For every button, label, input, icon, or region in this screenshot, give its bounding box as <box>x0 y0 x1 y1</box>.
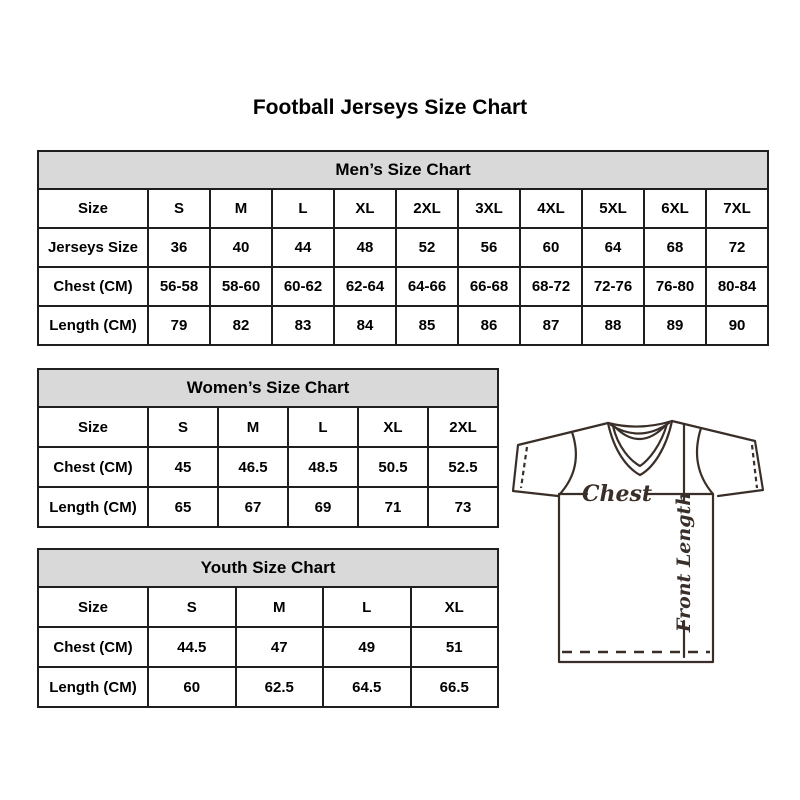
cell: L <box>288 407 358 447</box>
row-label: Length (CM) <box>38 487 148 527</box>
cell: 2XL <box>428 407 498 447</box>
row-label: Size <box>38 189 148 228</box>
cell: 58-60 <box>210 267 272 306</box>
cell: 88 <box>582 306 644 345</box>
cell: 51 <box>411 627 499 667</box>
cell: 50.5 <box>358 447 428 487</box>
cell: 79 <box>148 306 210 345</box>
cell: 84 <box>334 306 396 345</box>
row-label: Size <box>38 407 148 447</box>
cell: 52 <box>396 228 458 267</box>
row-label: Length (CM) <box>38 667 148 707</box>
mens-table-title: Men’s Size Chart <box>38 151 768 189</box>
cell: 86 <box>458 306 520 345</box>
front-length-label: Front Length <box>673 491 695 633</box>
cell: 66.5 <box>411 667 499 707</box>
table-row <box>38 267 768 306</box>
table-row <box>38 306 768 345</box>
cell: 7XL <box>706 189 768 228</box>
cell: 72-76 <box>582 267 644 306</box>
cell: M <box>210 189 272 228</box>
table-header-row <box>38 151 768 189</box>
cell: 44.5 <box>148 627 236 667</box>
cell: XL <box>411 587 499 627</box>
cell: 69 <box>288 487 358 527</box>
cell: 48 <box>334 228 396 267</box>
table-row <box>38 587 498 627</box>
table-row <box>38 447 498 487</box>
mens-size-table <box>37 150 769 346</box>
cell: M <box>218 407 288 447</box>
cell: 80-84 <box>706 267 768 306</box>
cell: 40 <box>210 228 272 267</box>
cell: 68-72 <box>520 267 582 306</box>
cell: 64.5 <box>323 667 411 707</box>
youth-table-title: Youth Size Chart <box>38 549 498 587</box>
table-row <box>38 487 498 527</box>
cell: 83 <box>272 306 334 345</box>
jersey-collar-top-edge <box>608 421 672 427</box>
page-title: Football Jerseys Size Chart <box>252 96 528 119</box>
cell: 68 <box>644 228 706 267</box>
row-label: Length (CM) <box>38 306 148 345</box>
cell: 3XL <box>458 189 520 228</box>
cell: 6XL <box>644 189 706 228</box>
cell: 90 <box>706 306 768 345</box>
cell: 72 <box>706 228 768 267</box>
table-row <box>38 667 498 707</box>
table-header-row <box>38 549 498 587</box>
cell: 48.5 <box>288 447 358 487</box>
cell: 60 <box>148 667 236 707</box>
cell: 56-58 <box>148 267 210 306</box>
cell: XL <box>358 407 428 447</box>
cell: 66-68 <box>458 267 520 306</box>
row-label: Chest (CM) <box>38 627 148 667</box>
cell: 4XL <box>520 189 582 228</box>
cell: S <box>148 189 210 228</box>
cell: 60 <box>520 228 582 267</box>
table-header-row <box>38 369 498 407</box>
cell: S <box>148 407 218 447</box>
cell: 46.5 <box>218 447 288 487</box>
cell: 2XL <box>396 189 458 228</box>
table-row <box>38 228 768 267</box>
cell: L <box>323 587 411 627</box>
cell: 44 <box>272 228 334 267</box>
cell: XL <box>334 189 396 228</box>
womens-table-title: Women’s Size Chart <box>38 369 498 407</box>
cell: 45 <box>148 447 218 487</box>
cell: 85 <box>396 306 458 345</box>
row-label: Jerseys Size <box>38 228 148 267</box>
table-row <box>38 407 498 447</box>
row-label: Chest (CM) <box>38 267 148 306</box>
cell: 5XL <box>582 189 644 228</box>
row-label: Size <box>38 587 148 627</box>
table-row <box>38 627 498 667</box>
cell: 62.5 <box>236 667 324 707</box>
chest-label: Chest <box>581 481 653 507</box>
cell: M <box>236 587 324 627</box>
jersey-right-sleeve <box>672 421 763 496</box>
cell: 36 <box>148 228 210 267</box>
youth-size-table <box>37 548 499 708</box>
jersey-right-armhole <box>697 428 713 494</box>
cell: 76-80 <box>644 267 706 306</box>
cell: 67 <box>218 487 288 527</box>
cell: 62-64 <box>334 267 396 306</box>
jersey-measurement-diagram <box>505 400 777 685</box>
cell: 65 <box>148 487 218 527</box>
jersey-left-cuff-seam <box>521 447 527 488</box>
cell: L <box>272 189 334 228</box>
table-row <box>38 189 768 228</box>
cell: 82 <box>210 306 272 345</box>
cell: 73 <box>428 487 498 527</box>
row-label: Chest (CM) <box>38 447 148 487</box>
cell: 56 <box>458 228 520 267</box>
cell: 64-66 <box>396 267 458 306</box>
cell: 64 <box>582 228 644 267</box>
cell: 49 <box>323 627 411 667</box>
womens-size-table <box>37 368 499 528</box>
jersey-left-armhole <box>559 432 576 495</box>
cell: 87 <box>520 306 582 345</box>
cell: 89 <box>644 306 706 345</box>
cell: 71 <box>358 487 428 527</box>
cell: 52.5 <box>428 447 498 487</box>
cell: 60-62 <box>272 267 334 306</box>
cell: S <box>148 587 236 627</box>
cell: 47 <box>236 627 324 667</box>
